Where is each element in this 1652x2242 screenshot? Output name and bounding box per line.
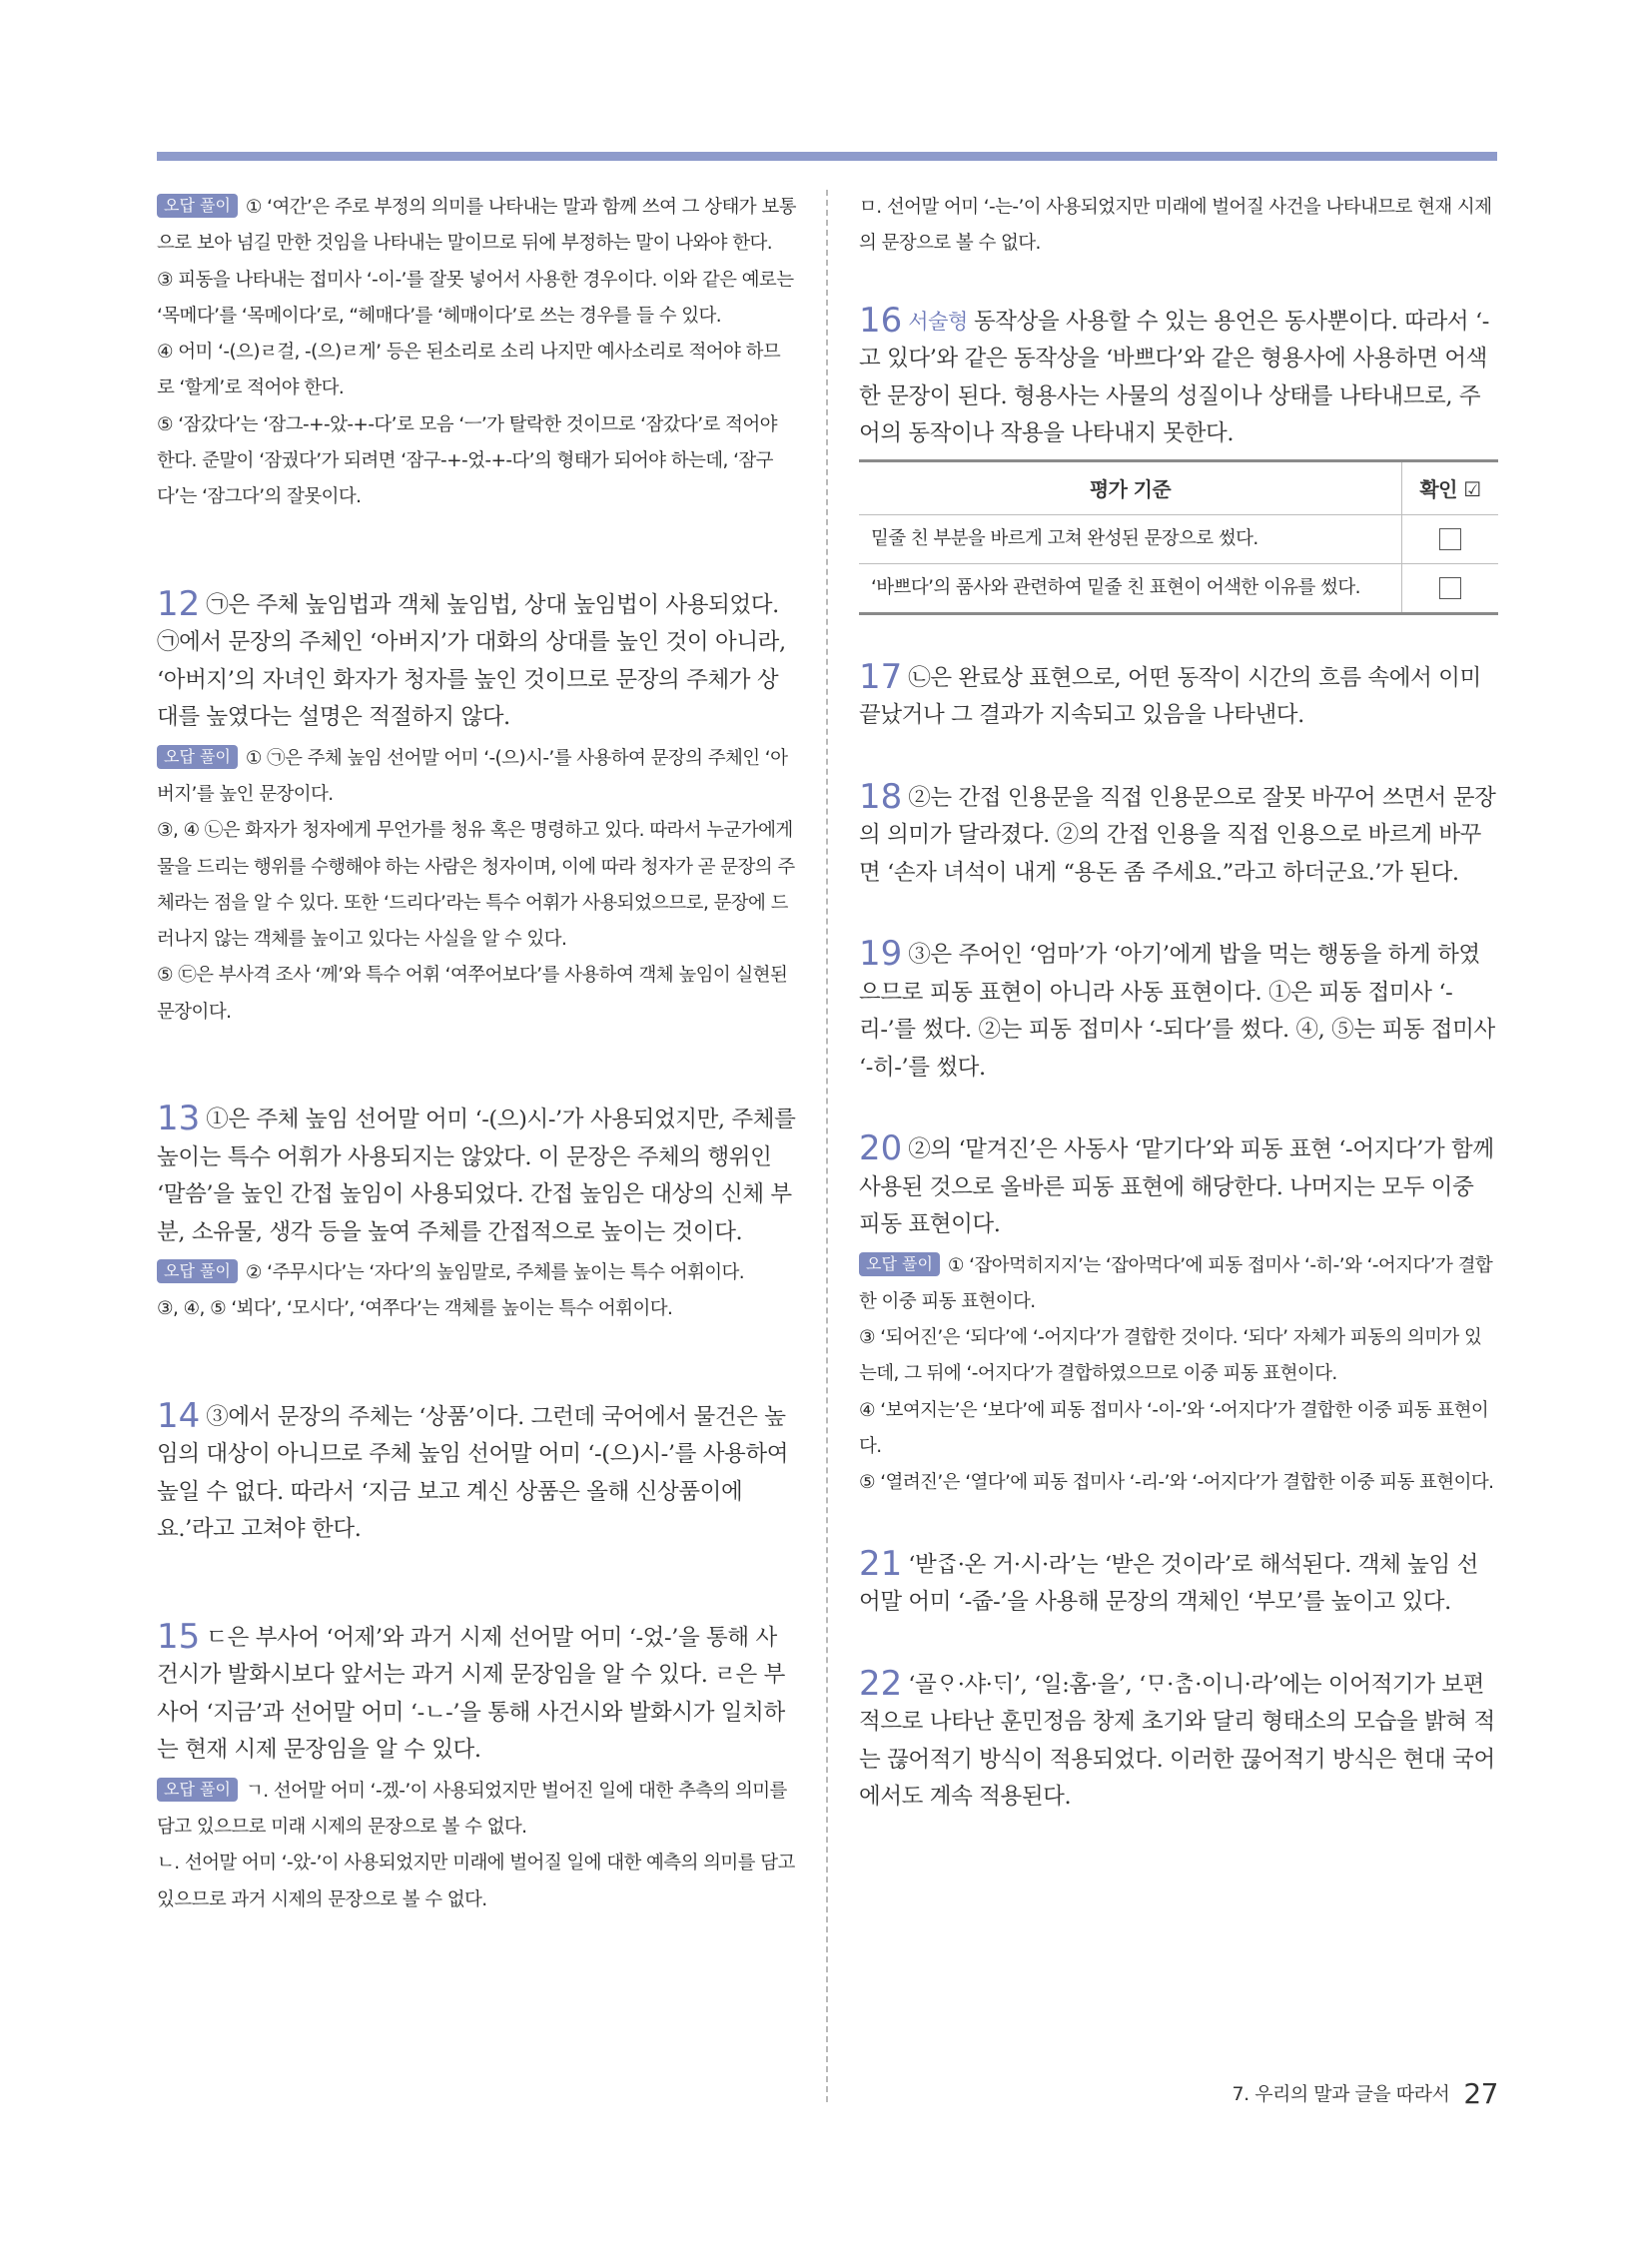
rubric-header-criteria: 평가 기준 — [859, 460, 1402, 514]
q17-block: 17 ㉡은 완료상 표현으로, 어떤 동작이 시간의 흐름 속에서 이미 끝났거나 그 결과가 지속되고 있음을 나타낸다. — [859, 656, 1481, 729]
evaluation-rubric-table — [859, 459, 1498, 615]
wrong-answer-tag: 오답 풀이 — [157, 194, 238, 218]
left-column — [157, 190, 796, 1918]
question-type-label: 서술형 — [908, 309, 968, 334]
wrong-answer-tag: 오답 풀이 — [157, 1778, 238, 1802]
q19-block: 19 ③은 주어인 ‘엄마’가 ‘아기’에게 밥을 먹는 행동을 하게 하였으므로 피동 표현이 아니라 사동 표현이다. ①은 피동 접미사 ‘-리-’를 썼다. ②는 피동 접미사 ‘-되다’를 썼다. ④, ⑤는 피동 접미사 ‘-히-’를 썼다. — [859, 934, 1495, 1081]
question-number: 22 — [859, 1663, 903, 1704]
question-number: 14 — [157, 1395, 201, 1436]
question-number: 20 — [859, 1128, 903, 1169]
q22-block: 22 ‘골ᄋᆞ·샤·ᄃᆡ’, ‘일:홈·을’, ‘ᄆᆞ·ᄎᆞᆷ·이니·라’에는 이어적기가 보편적으로 나타난 훈민정음 창제 초기와 달리 형태소의 모습을 밝혀 적는 끊어적기 방식이 적용되었다. 이러한 끊어적기 방식은 현대 국어에서도 계속 적용된다. — [859, 1663, 1495, 1811]
q15-continued-note: ㅁ. 선어말 어미 ‘-는-’이 사용되었지만 미래에 벌어질 사건을 나타내므로 현재 시제의 문장으로 볼 수 없다. — [859, 197, 1492, 255]
checkbox[interactable] — [1439, 577, 1461, 599]
rubric-row: ‘바쁘다’의 품사와 관련하여 밑줄 친 표현이 어색한 이유를 썼다. — [859, 563, 1498, 613]
q12-block: 12 ㉠은 주체 높임법과 객체 높임법, 상대 높임법이 사용되었다. ㉠에서 문장의 주체인 ‘아버지’가 대화의 상대를 높인 것이 아니라, ‘아버지’의 자녀인 화자가 청자를 높인 것이므로 문장의 주체가 상대를 높였다는 설명은 적절하지 않다. 오답 풀이 ① ㉠은 주체 높임 선어말 어미 ‘-(으)시-’를 사용하여 문장의 주체인 ‘아버지’를 높인 문장이다. ③, ④ ㉡은 화자가 청자에게 무언가를 청유 혹은 명령하고 있다. 따라서 누군가에게 물을 드리는 행위를 수행해야 하는 사람은 청자이며, 이에 따라 청자가 곧 문장의 주체라는 점을 알 수 있다. 또한 ‘드리다’라는 특수 어휘가 사용되었으므로, 문장에 드러나지 않는 객체를 높이고 있다는 사실을 알 수 있다. ⑤ ㉢은 부사격 조사 ‘께’와 특수 어휘 ‘여쭈어보다’를 사용하여 객체 높임이 실현된 문장이다. — [157, 583, 795, 1023]
question-number: 16 — [859, 300, 903, 341]
rubric-row: 밑줄 친 부분을 바르게 고쳐 완성된 문장으로 썼다. — [859, 514, 1498, 563]
rubric-header-check: 확인 ☑ — [1402, 460, 1499, 514]
q11-wrong-answer-notes: 오답 풀이 ① ‘여간’은 주로 부정의 의미를 나타내는 말과 함께 쓰여 그 상태가 보통으로 보아 넘길 만한 것임을 나타내는 말이므로 뒤에 부정하는 말이 나와야 한다. ③ 피동을 나타내는 접미사 ‘-이-’를 잘못 넣어서 사용한 경우이다. 이와 같은 예로는 ‘목메다’를 ‘목메이다’로, “헤매다’를 ‘헤매이다’로 쓰는 경우를 들 수 있다. ④ 어미 ‘-(으)ㄹ걸, -(으)ㄹ게’ 등은 된소리로 소리 나지만 예사소리로 적어야 하므로 ‘할게’로 적어야 한다. ⑤ ‘잠갔다’는 ‘잠그-+-았-+-다’로 모음 ‘ㅡ’가 탈락한 것이므로 ‘잠갔다’로 적어야 한다. 준말이 ‘잠궜다’가 되려면 ‘잠구-+-었-+-다’의 형태가 되어야 하는데, ‘잠구다’는 ‘잠그다’의 잘못이다. — [157, 196, 796, 508]
question-number: 13 — [157, 1099, 201, 1139]
wrong-answer-tag: 오답 풀이 — [157, 745, 238, 769]
q13-block: 13 ①은 주체 높임 선어말 어미 ‘-(으)시-’가 사용되었지만, 주체를 높이는 특수 어휘가 사용되지는 않았다. 이 문장은 주체의 행위인 ‘말씀’을 높인 간접 높임이 사용되었다. 간접 높임은 대상의 신체 부분, 소유물, 생각 등을 높여 주체를 간접적으로 높이는 것이다. 오답 풀이 ② ‘주무시다’는 ‘자다’의 높임말로, 주체를 높이는 특수 어휘이다. ③, ④, ⑤ ‘뵈다’, ‘모시다’, ‘여쭈다’는 객체를 높이는 특수 어휘이다. — [157, 1099, 796, 1320]
question-number: 15 — [157, 1616, 201, 1657]
wrong-answer-tag: 오답 풀이 — [859, 1252, 940, 1276]
page-footer — [1233, 2077, 1498, 2110]
question-number: 21 — [859, 1543, 903, 1584]
q14-block: 14 ③에서 문장의 주체는 ‘상품’이다. 그런데 국어에서 물건은 높임의 대상이 아니므로 주체 높임 선어말 어미 ‘-(으)시-’를 사용하여 높일 수 없다. 따라서 ‘지금 보고 계신 상품은 올해 신상품이에요.’라고 고쳐야 한다. — [157, 1395, 789, 1543]
top-rule — [157, 152, 1497, 161]
q18-block: 18 ②는 간접 인용문을 직접 인용문으로 잘못 바꾸어 쓰면서 문장의 의미가 달라졌다. ②의 간접 인용을 직접 인용으로 바르게 바꾸면 ‘손자 녀석이 내게 “용돈 좀 주세요.”라고 하더군요.’가 된다. — [859, 776, 1496, 886]
q15-block: 15 ㄷ은 부사어 ‘어제’와 과거 시제 선어말 어미 ‘-었-’을 통해 사건시가 발화시보다 앞서는 과거 시제 문장임을 알 수 있다. ㄹ은 부사어 ‘지금’과 선어말 어미 ‘-ㄴ-’을 통해 사건시와 발화시가 일치하는 현재 시제 문장임을 알 수 있다. 오답 풀이 ㄱ. 선어말 어미 ‘-겠-’이 사용되었지만 벌어진 일에 대한 추측의 의미를 담고 있으므로 미래 시제의 문장으로 볼 수 없다. ㄴ. 선어말 어미 ‘-았-’이 사용되었지만 미래에 벌어질 일에 대한 예측의 의미를 담고 있으므로 과거 시제의 문장으로 볼 수 없다. — [157, 1616, 795, 1910]
question-number: 18 — [859, 776, 903, 817]
q21-block: 21 ‘받ᄌᆞᆸ·온 거·시·라’는 ‘받은 것이라’로 해석된다. 객체 높임 선어말 어미 ‘-줍-’을 사용해 문장의 객체인 ‘부모’를 높이고 있다. — [859, 1543, 1478, 1616]
right-column — [859, 190, 1498, 1817]
column-divider — [826, 190, 828, 2102]
q20-block: 20 ②의 ‘맡겨진’은 사동사 ‘맡기다’와 피동 표현 ‘-어지다’가 함께 사용된 것으로 올바른 피동 표현에 해당한다. 나머지는 모두 이중 피동 표현이다. 오답 풀이 ① ‘잡아먹히지지’는 ‘잡아먹다’에 피동 접미사 ‘-히-’와 ‘-어지다’가 결합한 이중 피동 표현이다. ③ ‘되어진’은 ‘되다’에 ‘-어지다’가 결합한 것이다. ‘되다’ 자체가 피동의 의미가 있는데, 그 뒤에 ‘-어지다’가 결합하였으므로 이중 피동 표현이다. ④ ‘보여지는’은 ‘보다’에 피동 접미사 ‘-이-’와 ‘-어지다’가 결합한 이중 피동 표현이다. ⑤ ‘열려진’은 ‘열다’에 피동 접미사 ‘-리-’와 ‘-어지다’가 결합한 이중 피동 표현이다. — [859, 1128, 1494, 1494]
question-number: 19 — [859, 934, 903, 975]
checkbox[interactable] — [1439, 528, 1461, 550]
wrong-answer-tag: 오답 풀이 — [157, 1259, 238, 1283]
question-number: 17 — [859, 656, 903, 697]
q16-block: 16 서술형 동작상을 사용할 수 있는 용언은 동사뿐이다. 따라서 ‘-고 있다’와 같은 동작상을 ‘바쁘다’와 같은 형용사에 사용하면 어색한 문장이 된다. 형용사는 사물의 성질이나 상태를 나타내므로, 주어의 동작이나 작용을 나타내지 못한다. 평가 기준 확인 ☑ 밑줄 친 부분을 바르게 고쳐 완성된 문장으로 썼다. ‘바쁘다’의 품사와 관련하여 밑줄 친 표현이 어색한 이유를 썼다. — [859, 303, 1498, 615]
page-number: 27 — [1463, 2077, 1498, 2110]
question-number: 12 — [157, 583, 201, 624]
chapter-title: 7. 우리의 말과 글을 따라서 — [1232, 2083, 1450, 2105]
